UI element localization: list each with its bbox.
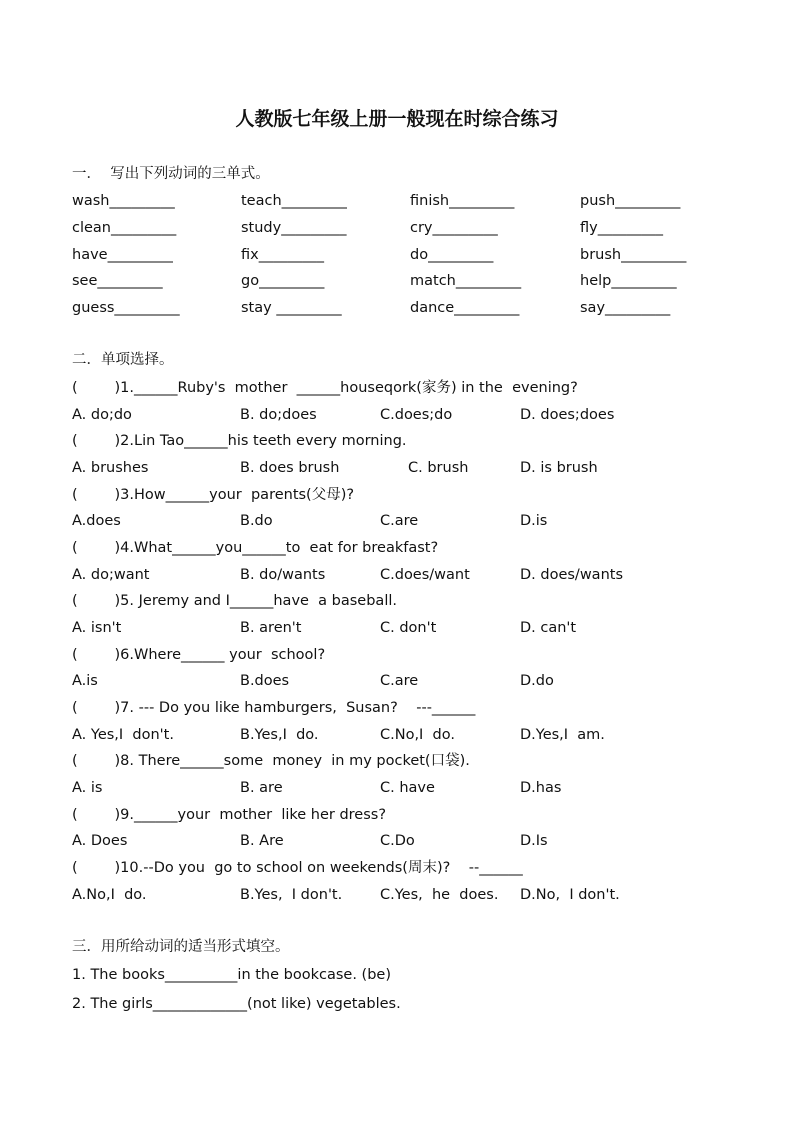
option-d: D.Is xyxy=(520,833,548,849)
option-a: A.is xyxy=(72,673,98,689)
option-b: B. are xyxy=(240,780,283,796)
verb-item: wash_________ xyxy=(72,193,175,209)
verb-item: fly_________ xyxy=(580,220,663,236)
fill-in-item: 2. The girls_____________(not like) vegetables. xyxy=(72,996,401,1012)
option-d: D.Yes,I am. xyxy=(520,727,605,743)
verb-item: help_________ xyxy=(580,273,677,289)
verb-item: have_________ xyxy=(72,247,173,263)
option-b: B. do;does xyxy=(240,407,317,423)
section1-heading: 一． 写出下列动词的三单式。 xyxy=(72,166,270,182)
option-d: D. is brush xyxy=(520,460,598,476)
question-stem: ( )8. There______some money in my pocket(口袋). xyxy=(72,753,470,769)
question-options xyxy=(0,459,794,479)
option-b: B.does xyxy=(240,673,290,689)
option-a: A. do;want xyxy=(72,567,150,583)
verb-item: study_________ xyxy=(241,220,347,236)
verb-item: see_________ xyxy=(72,273,163,289)
option-a: A. do;do xyxy=(72,407,132,423)
verb-item: match_________ xyxy=(410,273,522,289)
verb-row xyxy=(0,219,794,239)
section3-heading: 三．用所给动词的适当形式填空。 xyxy=(72,939,290,955)
section2-heading: 二．单项选择。 xyxy=(72,352,174,368)
verb-row xyxy=(0,246,794,266)
option-d: D. does;does xyxy=(520,407,615,423)
question-stem: ( )6.Where______ your school? xyxy=(72,647,326,663)
verb-item: dance_________ xyxy=(410,300,520,316)
option-b: B. aren't xyxy=(240,620,302,636)
option-a: A. Yes,I don't. xyxy=(72,727,174,743)
fill-in-item: 1. The books__________in the bookcase. (be) xyxy=(72,967,391,983)
option-b: B.do xyxy=(240,513,273,529)
page-title: 人教版七年级上册一般现在时综合练习 xyxy=(235,108,559,130)
option-a: A. Does xyxy=(72,833,128,849)
question-stem: ( )1.______Ruby's mother ______houseqork(家务) in the evening? xyxy=(72,380,578,396)
option-d: D. can't xyxy=(520,620,577,636)
verb-item: fix_________ xyxy=(241,247,324,263)
question-options xyxy=(0,512,794,532)
option-b: B. do/wants xyxy=(240,567,326,583)
option-c: C. have xyxy=(380,780,435,796)
question-stem: ( )10.--Do you go to school on weekends(周末)? --______ xyxy=(72,860,523,876)
option-c: C.Do xyxy=(380,833,415,849)
option-d: D.No, I don't. xyxy=(520,887,620,903)
question-stem: ( )7. --- Do you like hamburgers, Susan? ---______ xyxy=(72,700,476,716)
verb-item: guess_________ xyxy=(72,300,180,316)
question-stem: ( )3.How______your parents(父母)? xyxy=(72,487,355,503)
option-d: D.is xyxy=(520,513,548,529)
verb-item: finish_________ xyxy=(410,193,515,209)
option-c: C.No,I do. xyxy=(380,727,455,743)
question-options xyxy=(0,886,794,906)
option-d: D.do xyxy=(520,673,554,689)
option-c: C.are xyxy=(380,513,419,529)
question-stem: ( )4.What______you______to eat for breakfast? xyxy=(72,540,439,556)
question-stem: ( )2.Lin Tao______his teeth every morning. xyxy=(72,433,407,449)
option-c: C.does;do xyxy=(380,407,453,423)
option-a: A. brushes xyxy=(72,460,149,476)
verb-item: teach_________ xyxy=(241,193,347,209)
option-c: C.Yes, he does. xyxy=(380,887,499,903)
question-options xyxy=(0,672,794,692)
option-b: B.Yes, I don't. xyxy=(240,887,343,903)
question-options xyxy=(0,832,794,852)
question-options xyxy=(0,406,794,426)
option-c: C.are xyxy=(380,673,419,689)
option-c: C. brush xyxy=(408,460,469,476)
question-stem: ( )5. Jeremy and I______have a baseball. xyxy=(72,593,397,609)
question-options xyxy=(0,566,794,586)
option-b: B. does brush xyxy=(240,460,340,476)
option-c: C.does/want xyxy=(380,567,470,583)
option-a: A.No,I do. xyxy=(72,887,147,903)
verb-item: brush_________ xyxy=(580,247,687,263)
option-d: D.has xyxy=(520,780,562,796)
option-b: B.Yes,I do. xyxy=(240,727,319,743)
question-options xyxy=(0,726,794,746)
verb-item: stay _________ xyxy=(241,300,342,316)
option-a: A. is xyxy=(72,780,103,796)
verb-item: push_________ xyxy=(580,193,681,209)
verb-row xyxy=(0,192,794,212)
verb-row xyxy=(0,299,794,319)
verb-item: go_________ xyxy=(241,273,325,289)
option-b: B. Are xyxy=(240,833,284,849)
option-c: C. don't xyxy=(380,620,437,636)
verb-item: cry_________ xyxy=(410,220,498,236)
question-stem: ( )9.______your mother like her dress? xyxy=(72,807,387,823)
verb-item: clean_________ xyxy=(72,220,177,236)
option-a: A.does xyxy=(72,513,121,529)
option-a: A. isn't xyxy=(72,620,122,636)
verb-row xyxy=(0,272,794,292)
verb-item: say_________ xyxy=(580,300,671,316)
verb-item: do_________ xyxy=(410,247,494,263)
question-options xyxy=(0,619,794,639)
option-d: D. does/wants xyxy=(520,567,623,583)
question-options xyxy=(0,779,794,799)
